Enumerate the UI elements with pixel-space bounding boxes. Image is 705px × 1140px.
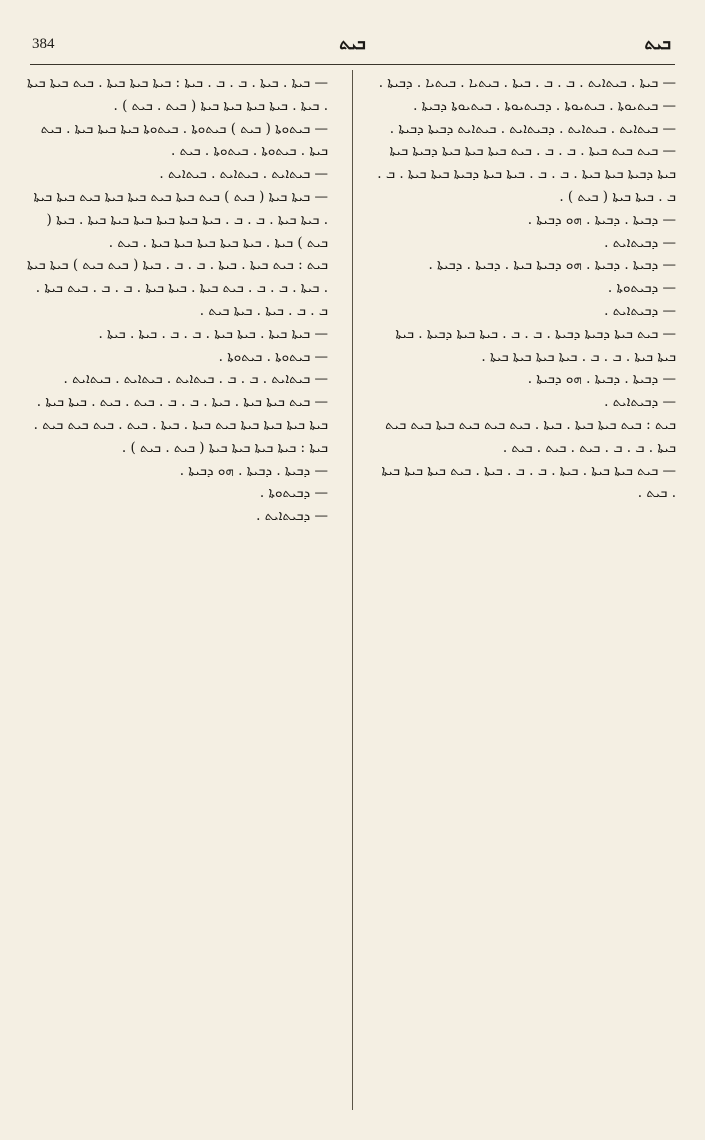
entry: — ܒܝܬ ܒܝܬܐ ܕܒܝܬܐ ܕܒܝܬܐ . ܒ . ܒ . ܒܝܬܐ ܒܝܬܐ ܕܒܝܬܐ . ܒܝܬܐ ܒܝܬܐ ܒܝܬܐ . ܒ . ܒ . ܒܝܬܐ ܒܝܬܐ ܒܝܬܐ ܒܝܬܐ . <box>395 325 676 365</box>
running-head-center: ܒܝܬ <box>339 34 366 54</box>
entry: — ܕܒܝܬܘܬܐ . <box>259 485 328 502</box>
entry: — ܕܒܝܬܐ . ܕܒܝܬܐ . ܗܘ ܕܒܝܬܐ . <box>179 462 328 479</box>
entry: — ܒܝܬܐ ܒܝܬܐ . ܒܝܬܐ ܒܝܬܐ . ܒ . ܒ . ܒܝܬܐ . ܒܝܬܐ . <box>98 325 328 342</box>
column-divider <box>352 70 353 1110</box>
right-column <box>374 72 676 1112</box>
entry: — ܒܝܬܐܝܬ . ܒܝܬܐܝܬ . ܕܒܝܬܐܝܬ . ܒܝܬܐܝܬ ܕܒܝܬܐ ܕܒܝܬܐ . <box>389 120 676 137</box>
entry: — ܕܒܝܬܐܝܬ . <box>604 302 676 319</box>
entry: — ܕܒܝܬܐܝܬ . <box>604 234 676 251</box>
entry: — ܕܒܝܬܐ . ܕܒܝܬܐ . ܗܘ ܕܒܝܬܐ ܒܝܬܐ . ܕܒܝܬܐ . ܕܒܝܬܐ . <box>428 257 676 274</box>
entry: ܒܝܬ : ܒܝܬ ܒܝܬܐ ܒܝܬܐ . ܒܝܬܐ . ܒܝܬ ܒܝܬ ܒܝܬ ܒܝܬܐ ܒܝܬ ܒܝܬ ܒܝܬܐ . ܒ . ܒ . ܒܝܬ . ܒܝܬ . ܒܝܬ . <box>385 416 676 456</box>
entry: — ܒܝܬܐ . ܒܝܬܐ . ܒ . ܒ . ܒܝܬܐ : ܒܝܬܐ ܒܝܬܐ ܒܝܬܐ . ܒܝܬ ܒܝܬܐ ܒܝܬܐ . ܒܝܬܐ . ܒܝܬܐ ܒܝܬܐ ܒܝܬܐ ܒܝܬܐ ( ܒܝܬ . ܒܝܬ ) . <box>27 75 328 114</box>
entry: ܒܝܬ : ܒܝܬ ܒܝܬܐ . ܒܝܬܐ . ܒ . ܒ . ܒܝܬܐ ( ܒܝܬ ܒܝܬ ) ܒܝܬܐ ܒܝܬܐ . ܒܝܬܐ . ܒ . ܒ . ܒܝܬ ܒܝܬܐ . ܒܝܬܐ ܒܝܬܐ . ܒ . ܒ . ܒܝܬ ܒܝܬܐ . ܒ . ܒ . ܒܝܬܐ . ܒܝܬܐ ܒܝܬ . <box>26 257 328 319</box>
entry: — ܒܝܬܝܘܬܐ . ܒܝܬܝܘܬܐ . ܕܒܝܬܝܘܬܐ . ܒܝܬܝܘܬܐ ܕܒܝܬܐ . <box>413 97 676 114</box>
page-number: 384 <box>32 36 55 52</box>
page-header <box>30 36 675 62</box>
left-column <box>26 72 328 1112</box>
entry: — ܒܝܬ ܒܝܬܐ ܒܝܬܐ . ܒܝܬܐ . ܒ . ܒ . ܒܝܬܐ . ܒܝܬ ܒܝܬܐ ܒܝܬܐ ܒܝܬܐ . ܒܝܬ . <box>381 462 676 502</box>
entry: — ܕܒܝܬܐܝܬ . <box>256 508 328 525</box>
entry: — ܒܝܬܘܬܐ ( ܒܝܬ ) ܒܝܬܘܬܐ . ܒܝܬܘܬܐ ܒܝܬܐ ܒܝܬܐ ܒܝܬܐ . ܒܝܬ ܒܝܬܐ . ܒܝܬܘܬܐ . ܒܝܬܘܬܐ . ܒܝܬ . <box>40 120 328 160</box>
header-rule <box>30 64 675 65</box>
entry: — ܒܝܬ ܒܝܬ ܒܝܬܐ . ܒ . ܒ . ܒܝܬ ܒܝܬܐ ܒܝܬܐ ܒܝܬܐ ܕܒܝܬܐ ܒܝܬܐ ܒܝܬܐ ܕܒܝܬܐ ܒܝܬܐ ܒܝܬܐ . ܒ . ܒ . ܒܝܬܐ ܒܝܬܐ ܕܒܝܬܐ ܒܝܬܐ ܒܝܬܐ . ܒ . ܒ . ܒܝܬܐ ܒܝܬܐ ( ܒܝܬ ) . <box>377 143 676 205</box>
entry: — ܒܝܬܘܬܐ . ܒܝܬܘܬܐ . <box>218 348 328 365</box>
entry: — ܕܒܝܬܘܬܐ . <box>607 280 676 297</box>
entry: — ܒܝܬܐ ܒܝܬܐ ( ܒܝܬ ) ܒܝܬ ܒܝܬܐ ܒܝܬ ܒܝܬܐ ܒܝܬܐ ܒܝܬ ܒܝܬܐ ܒܝܬܐ . ܒܝܬܐ ܒܝܬܐ . ܒ . ܒ . ܒܝܬܐ ܒܝܬܐ ܒܝܬܐ ܒܝܬܐ ܒܝܬܐ ܒܝܬܐ . ܒܝܬܐ ( ܒܝܬ ) ܒܝܬܐ . ܒܝܬܐ ܒܝܬܐ ܒܝܬܐ ܒܝܬܐ ܒܝܬܐ . ܒܝܬ . <box>33 188 328 251</box>
running-head-right: ܒܝܬ <box>644 34 671 54</box>
entry: — ܕܒܝܬܐ . ܕܒܝܬܐ . ܗܘ ܕܒܝܬܐ . <box>527 211 676 228</box>
entry: — ܒܝܬ ܒܝܬܐ ܒܝܬܐ . ܒܝܬܐ . ܒ . ܒ . ܒܝܬ . ܒܝܬ . ܒܝܬܐ ܒܝܬܐ . ܒܝܬܐ ܒܝܬܐ ܒܝܬܐ ܒܝܬܐ ܒܝܬ ܒܝܬܐ . ܒܝܬܐ . ܒܝܬ . ܒܝܬ ܒܝܬ ܒܝܬ . ܒܝܬܐ : ܒܝܬܐ ܒܝܬܐ ܒܝܬܐ ܒܝܬܐ ( ܒܝܬ . ܒܝܬ ) . <box>33 394 328 456</box>
entry: — ܒܝܬܐܝܬ . ܒ . ܒ . ܒܝܬܐܝܬ . ܒܝܬܐܝܬ . ܒܝܬܐܝܬ . <box>63 371 328 388</box>
entry: — ܒܝܬܐ . ܒܝܬܐܝܬ . ܒ . ܒ . ܒܝܬܐ . ܒܝܬܝܐ . ܒܝܬܝܐ . ܕܒܝܬܐ . <box>378 75 676 91</box>
entry: — ܕܒܝܬܐ . ܕܒܝܬܐ . ܗܘ ܕܒܝܬܐ . <box>527 371 676 388</box>
entry: — ܒܝܬܐܝܬ . ܒܝܬܐܝܬ . ܒܝܬܐܝܬ . <box>159 166 328 183</box>
entry: — ܕܒܝܬܐܝܬ . <box>604 394 676 411</box>
